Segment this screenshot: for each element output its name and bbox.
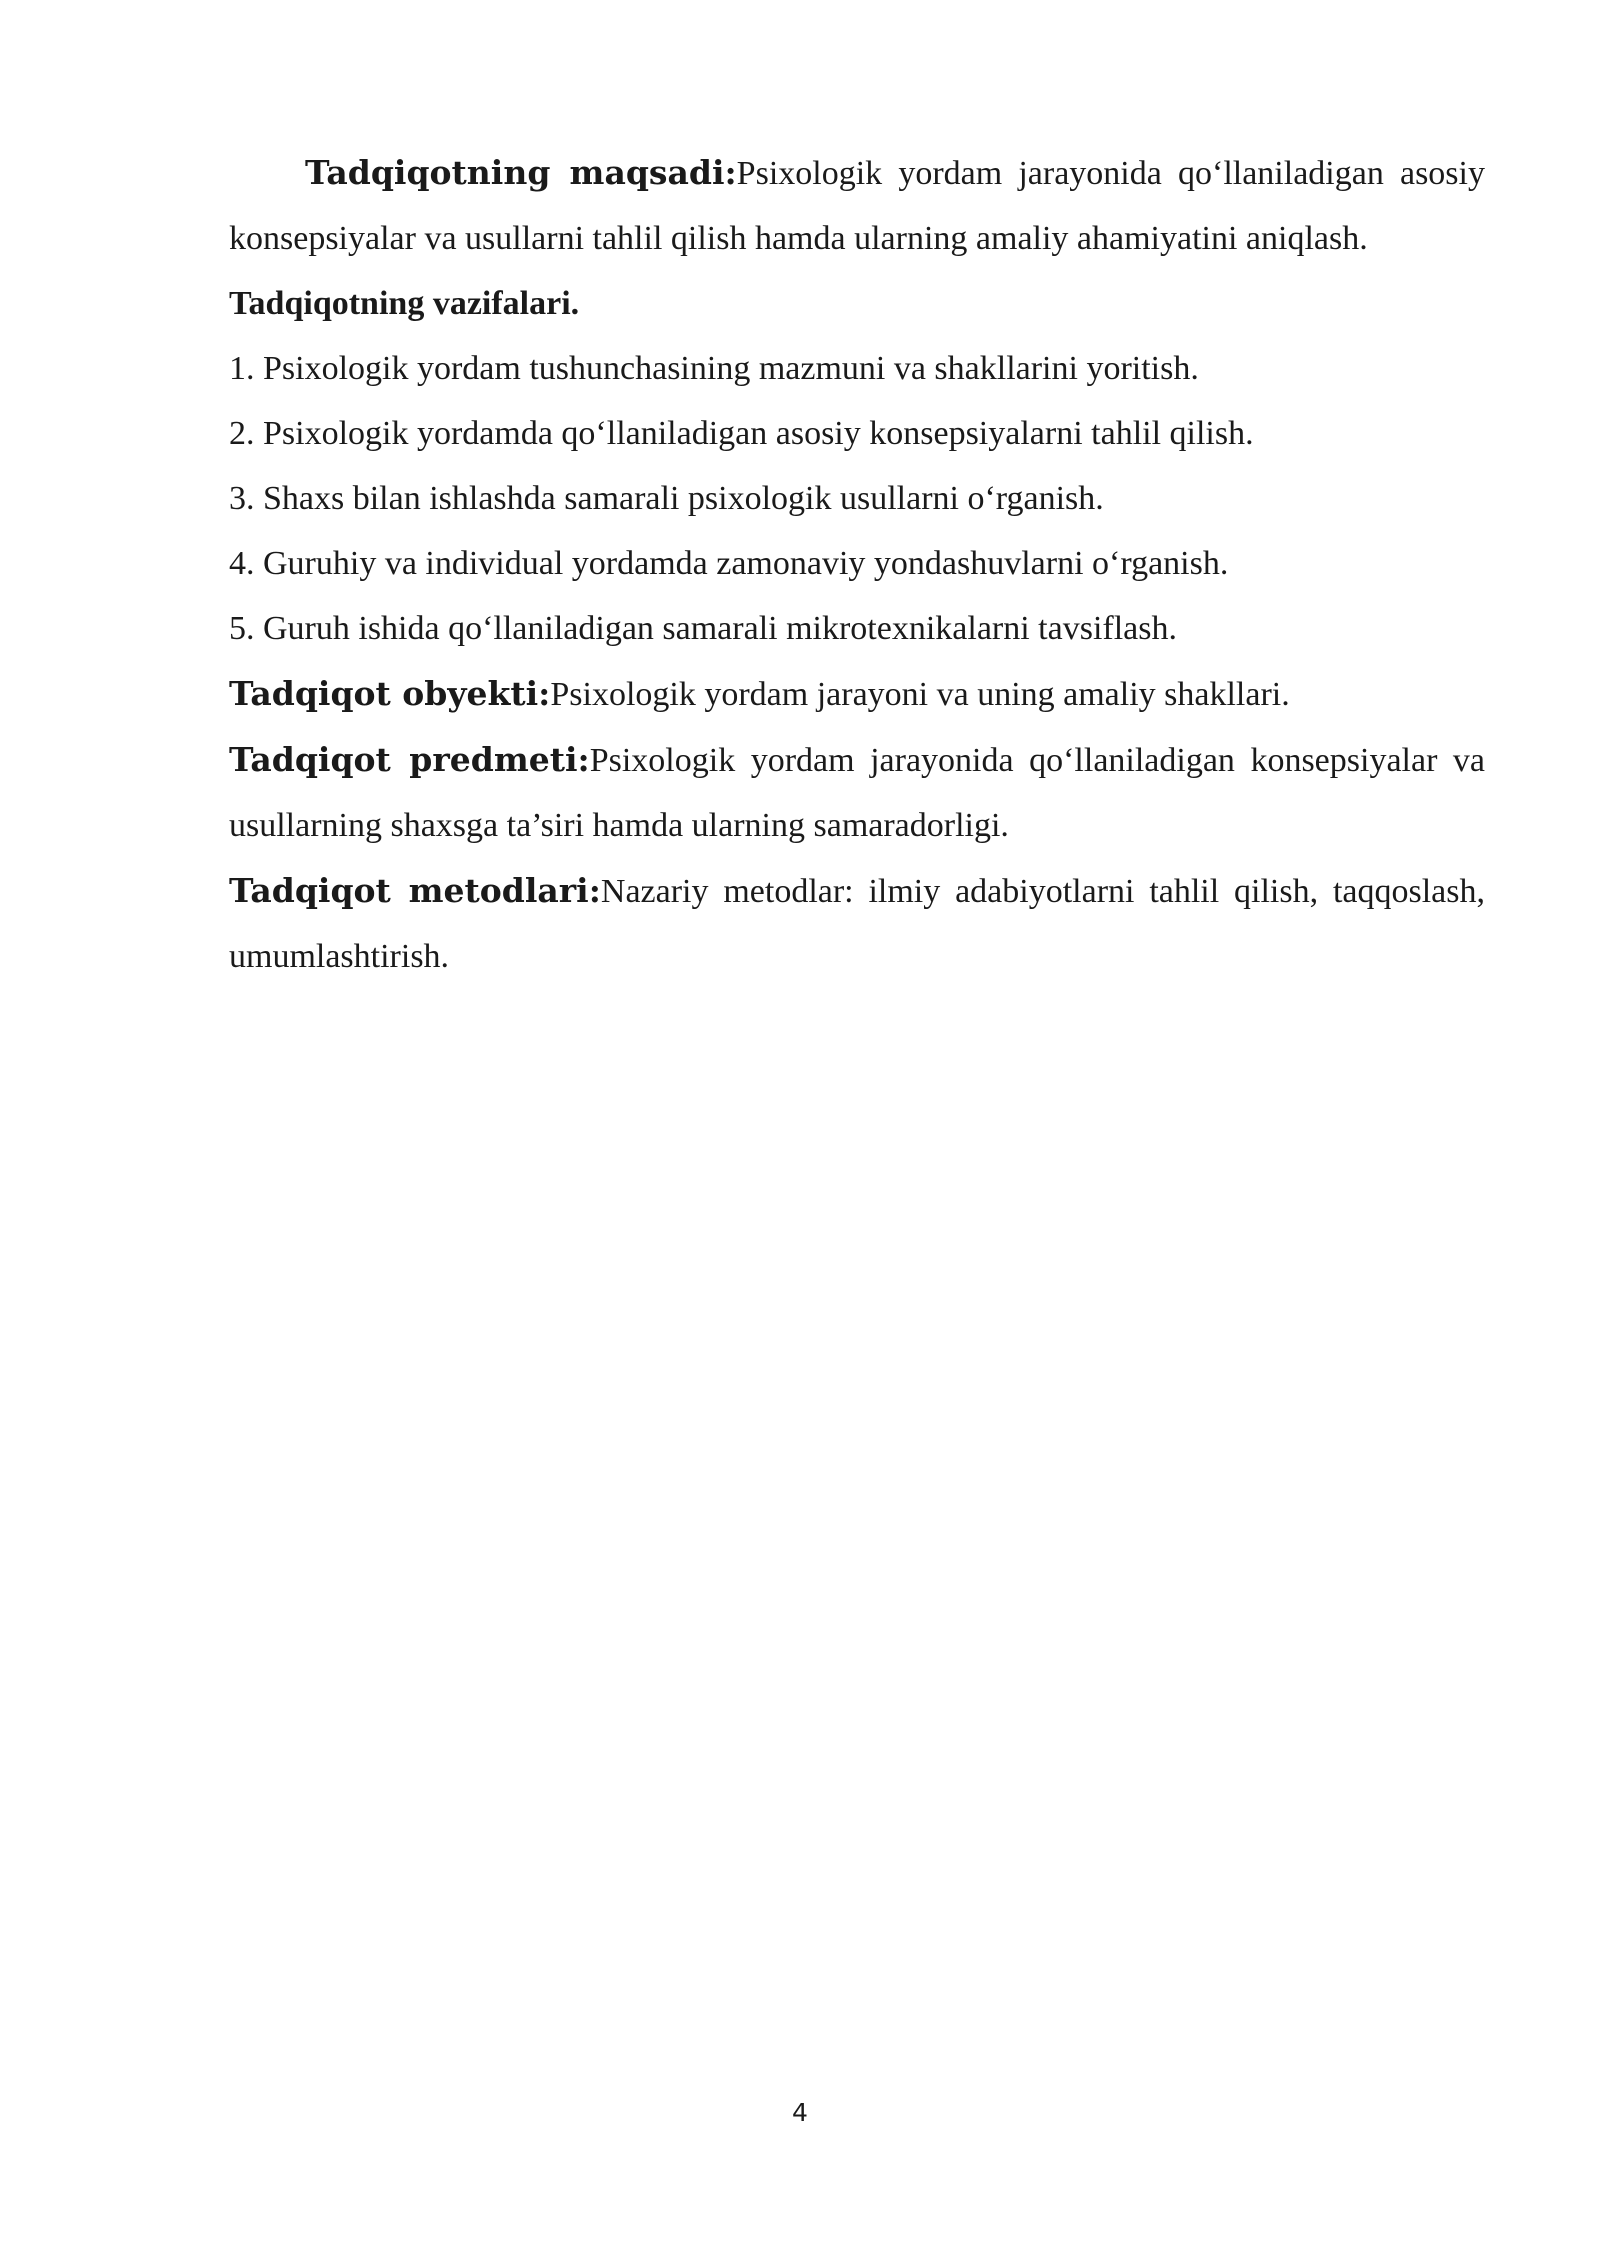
- subject-text: Psixologik yordam jarayonida qo‘llaniladigan konsepsiyalar va usullarning shaxsga ta’siri hamda ularning samaradorligi.: [229, 742, 1486, 844]
- task-item-2: 2. Psixologik yordamda qo‘llaniladigan asosiy konsepsiyalarni tahlil qilish.: [229, 415, 1254, 452]
- task-item-4: 4. Guruhiy va individual yordamda zamonaviy yondashuvlarni o‘rganish.: [229, 545, 1229, 582]
- page-content: [229, 140, 1485, 989]
- subject-label: Tadqiqot predmeti:: [229, 740, 590, 779]
- methods-text: Nazariy metodlar: ilmiy adabiyotlarni tahlil qilish, taqqoslash, umumlashtirish.: [229, 873, 1485, 975]
- object-paragraph: [229, 661, 1485, 727]
- task-item-3: 3. Shaxs bilan ishlashda samarali psixologik usullarni o‘rganish.: [229, 480, 1104, 517]
- object-text: Psixologik yordam jarayoni va uning amaliy shakllari.: [550, 676, 1290, 713]
- object-label: Tadqiqot obyekti:: [229, 674, 551, 713]
- methods-label: Tadqiqot metodlari:: [229, 871, 601, 910]
- tasks-heading-paragraph: [229, 271, 1485, 336]
- subject-paragraph: [229, 727, 1485, 858]
- task-item-1: 1. Psixologik yordam tushunchasining mazmuni va shakllarini yoritish.: [229, 350, 1199, 387]
- page-number: 4: [792, 2098, 808, 2127]
- tasks-heading: Tadqiqotning vazifalari.: [229, 285, 580, 322]
- aim-paragraph: [229, 140, 1485, 271]
- aim-text: Psixologik yordam jarayonida qo‘llaniladigan asosiy konsepsiyalar va usullarni tahlil qilish hamda ularning amaliy ahamiyatini aniqlash.: [229, 155, 1485, 257]
- aim-label: Tadqiqotning maqsadi:: [305, 153, 737, 192]
- methods-paragraph: [229, 858, 1485, 989]
- task-item-5: 5. Guruh ishida qo‘llaniladigan samarali mikrotexnikalarni tavsiflash.: [229, 610, 1177, 647]
